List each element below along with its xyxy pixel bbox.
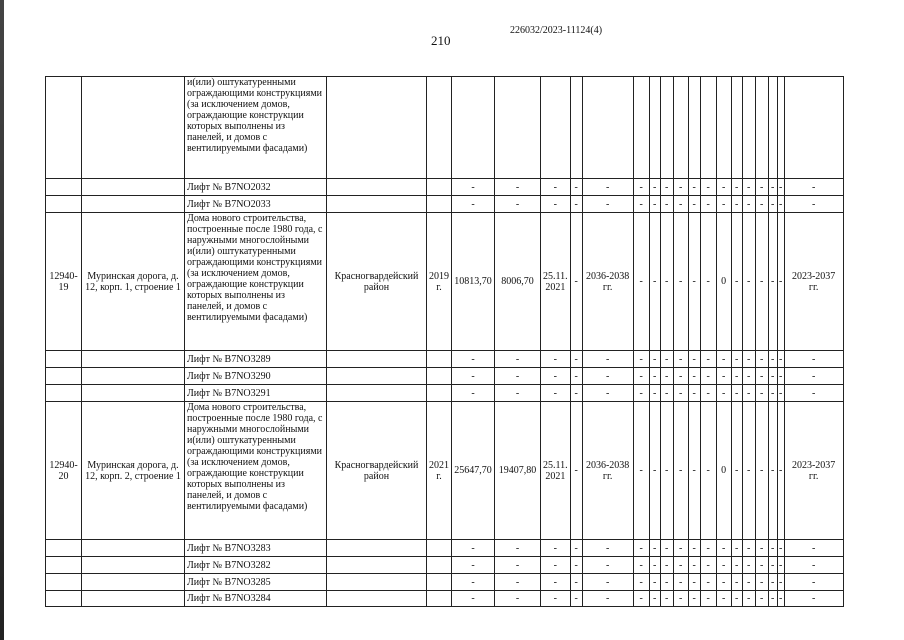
dash-cell: - xyxy=(649,179,660,196)
area-total: 10813,70 xyxy=(452,213,495,351)
house-address: Муринская дорога, д. 12, корп. 2, строение 1 xyxy=(82,402,185,540)
lift-label: Лифт № В7NO3291 xyxy=(185,385,327,402)
dash-cell: - xyxy=(784,574,843,591)
dash-cell: - xyxy=(688,368,700,385)
lift-label: Лифт № В7NO2032 xyxy=(185,179,327,196)
dash-cell: - xyxy=(541,574,571,591)
dash-cell: - xyxy=(649,196,660,213)
dash-cell: - xyxy=(755,385,768,402)
document-id: 226032/2023-11124(4) xyxy=(510,25,603,36)
dash-cell: - xyxy=(755,402,768,540)
dash-cell: - xyxy=(649,574,660,591)
dash-cell: - xyxy=(777,591,784,607)
dash-cell: - xyxy=(452,540,495,557)
page-number: 210 xyxy=(431,33,451,48)
dash-cell: - xyxy=(742,540,755,557)
dash-cell: - xyxy=(716,557,731,574)
table-cell xyxy=(46,574,82,591)
dash-cell: - xyxy=(660,196,673,213)
dash-cell: - xyxy=(452,591,495,607)
table-cell xyxy=(327,196,427,213)
dash-cell: - xyxy=(495,368,541,385)
dash-cell: - xyxy=(784,385,843,402)
dash-cell: - xyxy=(582,351,633,368)
house-id: 12940-19 xyxy=(46,213,82,351)
year: 2021 г. xyxy=(427,402,452,540)
dash-cell: - xyxy=(452,196,495,213)
lift-row xyxy=(46,196,844,213)
dash-cell: - xyxy=(660,368,673,385)
dash-cell: - xyxy=(777,385,784,402)
final-period: 2023-2037 гг. xyxy=(784,213,843,351)
table-cell xyxy=(82,351,185,368)
dash-cell: - xyxy=(660,557,673,574)
dash-cell: - xyxy=(768,196,777,213)
table-cell xyxy=(327,557,427,574)
dash-cell: - xyxy=(777,574,784,591)
dash-cell: - xyxy=(755,557,768,574)
table-cell xyxy=(660,77,673,179)
dash-cell: - xyxy=(570,385,582,402)
lift-row xyxy=(46,540,844,557)
dash-cell: - xyxy=(633,385,649,402)
lift-row xyxy=(46,351,844,368)
dash-cell: - xyxy=(731,179,742,196)
dash-cell: - xyxy=(700,591,716,607)
dash-cell: - xyxy=(633,540,649,557)
table-cell xyxy=(649,77,660,179)
dash-cell: - xyxy=(570,402,582,540)
dash-cell: - xyxy=(673,179,688,196)
table-cell xyxy=(427,196,452,213)
dash-cell: - xyxy=(688,385,700,402)
dash-cell: - xyxy=(784,179,843,196)
dash-cell: - xyxy=(633,368,649,385)
dash-cell: - xyxy=(716,368,731,385)
dash-cell: - xyxy=(582,385,633,402)
description-cell: и(или) оштукатуренными ограждающими конструкциями (за исключением домов, ограждающие конструкции которых выполнены из панелей, и домов с вентилируемыми фасадами) xyxy=(185,77,327,179)
dash-cell: - xyxy=(700,196,716,213)
lift-label: Лифт № В7NO3290 xyxy=(185,368,327,385)
dash-cell: - xyxy=(768,385,777,402)
date: 25.11. 2021 xyxy=(541,402,571,540)
dash-cell: - xyxy=(700,385,716,402)
table-cell xyxy=(427,368,452,385)
table-cell xyxy=(82,196,185,213)
lift-row xyxy=(46,385,844,402)
table-cell xyxy=(46,557,82,574)
dash-cell: - xyxy=(541,351,571,368)
dash-cell: - xyxy=(633,213,649,351)
table-cell xyxy=(427,77,452,179)
dash-cell: - xyxy=(688,179,700,196)
table-cell xyxy=(327,351,427,368)
dash-cell: - xyxy=(673,402,688,540)
dash-cell: - xyxy=(570,368,582,385)
dash-cell: - xyxy=(660,213,673,351)
dash-cell: - xyxy=(452,368,495,385)
dash-cell: - xyxy=(768,557,777,574)
table-cell xyxy=(46,540,82,557)
continuation-row xyxy=(46,77,844,179)
table-cell xyxy=(327,368,427,385)
dash-cell: - xyxy=(688,351,700,368)
dash-cell: - xyxy=(452,557,495,574)
table-cell xyxy=(327,385,427,402)
year: 2019 г. xyxy=(427,213,452,351)
dash-cell: - xyxy=(742,557,755,574)
table-cell xyxy=(327,574,427,591)
dash-cell: - xyxy=(784,351,843,368)
dash-cell: - xyxy=(649,540,660,557)
table-cell xyxy=(452,77,495,179)
dash-cell: - xyxy=(633,574,649,591)
dash-cell: - xyxy=(742,196,755,213)
dash-cell: - xyxy=(495,540,541,557)
table-cell xyxy=(82,385,185,402)
lift-row xyxy=(46,368,844,385)
dash-cell: - xyxy=(570,179,582,196)
dash-cell: - xyxy=(784,196,843,213)
lift-label: Лифт № В7NO3283 xyxy=(185,540,327,557)
dash-cell: - xyxy=(768,402,777,540)
dash-cell: - xyxy=(633,351,649,368)
dash-cell: - xyxy=(541,385,571,402)
dash-cell: - xyxy=(688,213,700,351)
table-cell xyxy=(688,77,700,179)
dash-cell: - xyxy=(673,591,688,607)
dash-cell: - xyxy=(742,368,755,385)
dash-cell: - xyxy=(673,196,688,213)
dash-cell: - xyxy=(570,540,582,557)
dash-cell: - xyxy=(700,557,716,574)
dash-cell: - xyxy=(570,213,582,351)
dash-cell: - xyxy=(649,591,660,607)
lift-label: Лифт № В7NO3289 xyxy=(185,351,327,368)
dash-cell: - xyxy=(660,385,673,402)
table-cell xyxy=(633,77,649,179)
dash-cell: - xyxy=(688,402,700,540)
table-cell xyxy=(541,77,571,179)
dash-cell: - xyxy=(742,385,755,402)
lift-row xyxy=(46,557,844,574)
lift-label: Лифт № В7NO3285 xyxy=(185,574,327,591)
table-cell xyxy=(427,574,452,591)
dash-cell: - xyxy=(755,368,768,385)
period: 2036-2038 гг. xyxy=(582,402,633,540)
dash-cell: - xyxy=(777,368,784,385)
lift-row xyxy=(46,591,844,607)
house-row xyxy=(46,213,844,351)
dash-cell: - xyxy=(452,574,495,591)
dash-cell: - xyxy=(495,179,541,196)
table-cell xyxy=(82,179,185,196)
district: Красногвардейский район xyxy=(327,213,427,351)
dash-cell: - xyxy=(633,196,649,213)
table-cell xyxy=(46,351,82,368)
table-cell xyxy=(46,77,82,179)
dash-cell: - xyxy=(452,385,495,402)
dash-cell: - xyxy=(673,351,688,368)
table-cell xyxy=(427,385,452,402)
table-cell xyxy=(700,77,716,179)
dash-cell: - xyxy=(495,385,541,402)
dash-cell: - xyxy=(777,557,784,574)
dash-cell: - xyxy=(673,557,688,574)
final-period: 2023-2037 гг. xyxy=(784,402,843,540)
dash-cell: - xyxy=(649,385,660,402)
lift-row xyxy=(46,179,844,196)
table-cell xyxy=(46,179,82,196)
dash-cell: - xyxy=(570,351,582,368)
dash-cell: - xyxy=(582,557,633,574)
dash-cell: - xyxy=(582,574,633,591)
dash-cell: - xyxy=(649,351,660,368)
table-cell xyxy=(673,77,688,179)
dash-cell: - xyxy=(716,351,731,368)
zero-value: 0 xyxy=(716,402,731,540)
dash-cell: - xyxy=(784,368,843,385)
table-cell xyxy=(427,179,452,196)
dash-cell: - xyxy=(700,540,716,557)
dash-cell: - xyxy=(452,351,495,368)
table-cell xyxy=(46,591,82,607)
dash-cell: - xyxy=(495,591,541,607)
dash-cell: - xyxy=(649,368,660,385)
dash-cell: - xyxy=(541,591,571,607)
dash-cell: - xyxy=(570,196,582,213)
district: Красногвардейский район xyxy=(327,402,427,540)
dash-cell: - xyxy=(731,557,742,574)
dash-cell: - xyxy=(768,368,777,385)
dash-cell: - xyxy=(541,540,571,557)
table-cell xyxy=(742,77,755,179)
dash-cell: - xyxy=(633,591,649,607)
dash-cell: - xyxy=(716,591,731,607)
dash-cell: - xyxy=(688,540,700,557)
table-cell xyxy=(716,77,731,179)
dash-cell: - xyxy=(731,402,742,540)
table-cell xyxy=(46,385,82,402)
dash-cell: - xyxy=(768,179,777,196)
dash-cell: - xyxy=(784,591,843,607)
table-cell xyxy=(768,77,777,179)
dash-cell: - xyxy=(495,196,541,213)
dash-cell: - xyxy=(731,368,742,385)
lift-label: Лифт № В7NO3284 xyxy=(185,591,327,607)
dash-cell: - xyxy=(495,351,541,368)
dash-cell: - xyxy=(768,540,777,557)
dash-cell: - xyxy=(541,179,571,196)
table-cell xyxy=(427,557,452,574)
dash-cell: - xyxy=(731,196,742,213)
table-cell xyxy=(82,368,185,385)
dash-cell: - xyxy=(742,591,755,607)
dash-cell: - xyxy=(673,540,688,557)
house-row xyxy=(46,402,844,540)
dash-cell: - xyxy=(570,591,582,607)
dash-cell: - xyxy=(731,351,742,368)
dash-cell: - xyxy=(716,574,731,591)
scan-edge-mark xyxy=(0,0,4,640)
date: 25.11. 2021 xyxy=(541,213,571,351)
dash-cell: - xyxy=(777,196,784,213)
table-cell xyxy=(495,77,541,179)
dash-cell: - xyxy=(633,557,649,574)
dash-cell: - xyxy=(716,196,731,213)
dash-cell: - xyxy=(716,179,731,196)
dash-cell: - xyxy=(742,402,755,540)
area-living: 8006,70 xyxy=(495,213,541,351)
dash-cell: - xyxy=(700,574,716,591)
dash-cell: - xyxy=(777,402,784,540)
dash-cell: - xyxy=(688,574,700,591)
dash-cell: - xyxy=(582,591,633,607)
period: 2036-2038 гг. xyxy=(582,213,633,351)
dash-cell: - xyxy=(649,402,660,540)
table-cell xyxy=(82,574,185,591)
dash-cell: - xyxy=(660,351,673,368)
description-cell: Дома нового строительства, построенные после 1980 года, с наружными многослойными и(или) оштукатуренными ограждающими конструкциями (за исключением домов, ограждающие конструкции которых выполнены из панелей, и домов с вентилируемыми фасадами) xyxy=(185,402,327,540)
dash-cell: - xyxy=(731,385,742,402)
lift-label: Лифт № В7NO3282 xyxy=(185,557,327,574)
dash-cell: - xyxy=(582,179,633,196)
table-cell xyxy=(82,77,185,179)
dash-cell: - xyxy=(673,385,688,402)
dash-cell: - xyxy=(649,213,660,351)
dash-cell: - xyxy=(688,196,700,213)
dash-cell: - xyxy=(660,540,673,557)
register-table-body xyxy=(46,77,844,607)
table-cell xyxy=(46,196,82,213)
dash-cell: - xyxy=(742,213,755,351)
dash-cell: - xyxy=(541,196,571,213)
dash-cell: - xyxy=(673,368,688,385)
dash-cell: - xyxy=(700,213,716,351)
zero-value: 0 xyxy=(716,213,731,351)
area-total: 25647,70 xyxy=(452,402,495,540)
lift-row xyxy=(46,574,844,591)
table-cell xyxy=(427,540,452,557)
dash-cell: - xyxy=(716,540,731,557)
dash-cell: - xyxy=(582,196,633,213)
dash-cell: - xyxy=(755,591,768,607)
table-cell xyxy=(427,351,452,368)
dash-cell: - xyxy=(495,574,541,591)
table-cell xyxy=(82,591,185,607)
dash-cell: - xyxy=(660,574,673,591)
dash-cell: - xyxy=(731,540,742,557)
dash-cell: - xyxy=(755,574,768,591)
dash-cell: - xyxy=(582,540,633,557)
dash-cell: - xyxy=(700,402,716,540)
dash-cell: - xyxy=(731,591,742,607)
dash-cell: - xyxy=(633,402,649,540)
dash-cell: - xyxy=(768,574,777,591)
dash-cell: - xyxy=(777,213,784,351)
lift-label: Лифт № В7NO2033 xyxy=(185,196,327,213)
house-address: Муринская дорога, д. 12, корп. 1, строение 1 xyxy=(82,213,185,351)
dash-cell: - xyxy=(768,351,777,368)
house-id: 12940-20 xyxy=(46,402,82,540)
dash-cell: - xyxy=(673,213,688,351)
table-cell xyxy=(570,77,582,179)
dash-cell: - xyxy=(633,179,649,196)
dash-cell: - xyxy=(742,574,755,591)
dash-cell: - xyxy=(742,179,755,196)
dash-cell: - xyxy=(755,351,768,368)
dash-cell: - xyxy=(649,557,660,574)
dash-cell: - xyxy=(777,179,784,196)
dash-cell: - xyxy=(731,574,742,591)
dash-cell: - xyxy=(673,574,688,591)
table-cell xyxy=(784,77,843,179)
dash-cell: - xyxy=(755,196,768,213)
table-cell xyxy=(82,540,185,557)
area-living: 19407,80 xyxy=(495,402,541,540)
table-cell xyxy=(427,591,452,607)
table-cell xyxy=(582,77,633,179)
dash-cell: - xyxy=(731,213,742,351)
dash-cell: - xyxy=(688,591,700,607)
description-cell: Дома нового строительства, построенные после 1980 года, с наружными многослойными и(или) оштукатуренными ограждающими конструкциями (за исключением домов, ограждающие конструкции которых выполнены из панелей, и домов с вентилируемыми фасадами) xyxy=(185,213,327,351)
dash-cell: - xyxy=(570,574,582,591)
dash-cell: - xyxy=(660,179,673,196)
dash-cell: - xyxy=(700,351,716,368)
dash-cell: - xyxy=(495,557,541,574)
dash-cell: - xyxy=(716,385,731,402)
table-cell xyxy=(327,77,427,179)
dash-cell: - xyxy=(541,557,571,574)
dash-cell: - xyxy=(755,540,768,557)
dash-cell: - xyxy=(541,368,571,385)
dash-cell: - xyxy=(768,213,777,351)
table-cell xyxy=(327,540,427,557)
dash-cell: - xyxy=(768,591,777,607)
dash-cell: - xyxy=(582,368,633,385)
dash-cell: - xyxy=(784,540,843,557)
table-cell xyxy=(46,368,82,385)
dash-cell: - xyxy=(660,591,673,607)
dash-cell: - xyxy=(570,557,582,574)
dash-cell: - xyxy=(688,557,700,574)
dash-cell: - xyxy=(742,351,755,368)
dash-cell: - xyxy=(700,179,716,196)
dash-cell: - xyxy=(777,540,784,557)
table-cell xyxy=(755,77,768,179)
table-cell xyxy=(327,179,427,196)
dash-cell: - xyxy=(700,368,716,385)
dash-cell: - xyxy=(755,179,768,196)
dash-cell: - xyxy=(755,213,768,351)
dash-cell: - xyxy=(660,402,673,540)
register-table xyxy=(45,76,844,607)
dash-cell: - xyxy=(452,179,495,196)
table-cell xyxy=(327,591,427,607)
table-cell xyxy=(777,77,784,179)
dash-cell: - xyxy=(777,351,784,368)
table-cell xyxy=(731,77,742,179)
dash-cell: - xyxy=(784,557,843,574)
table-cell xyxy=(82,557,185,574)
